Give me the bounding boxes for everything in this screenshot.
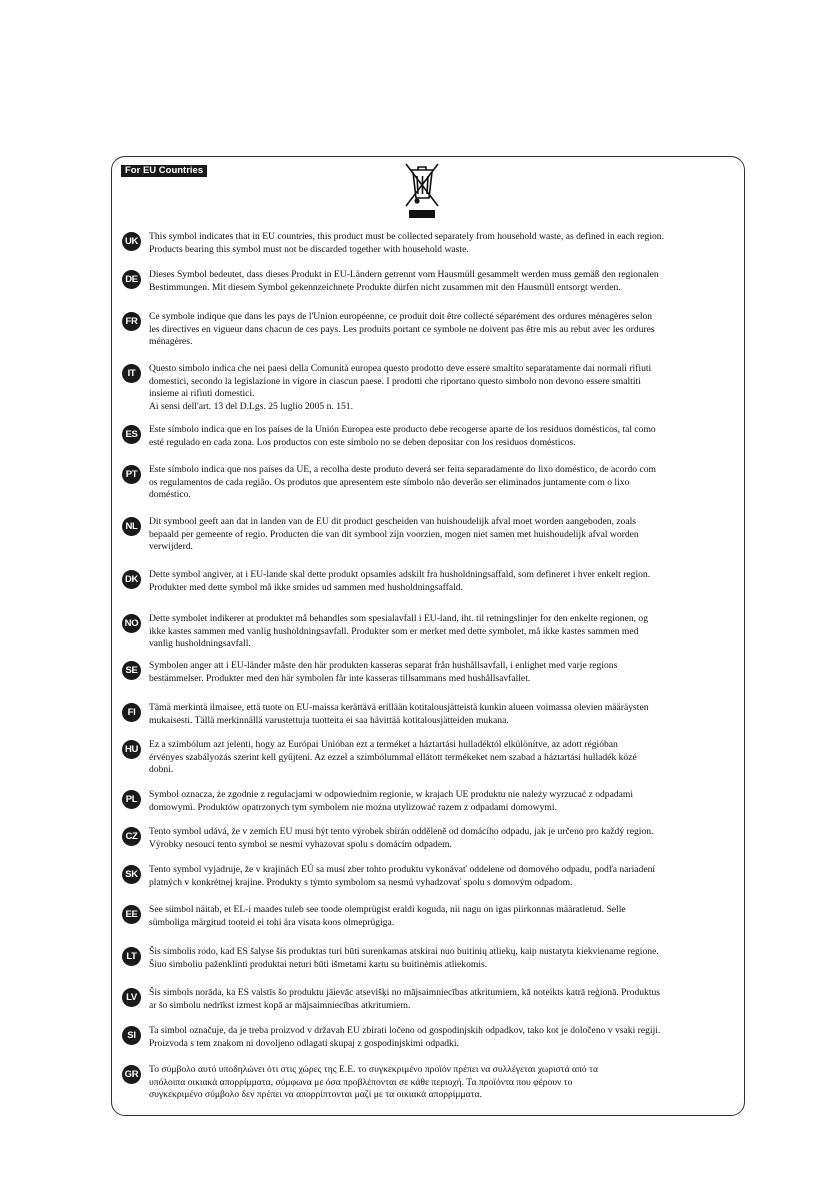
notice-text: Dieses Symbol bedeutet, dass dieses Produkt in EU-Ländern getrennt vom Hausmüll gesammelt werden muss gemäß den regionalen Bestimmungen. Mit diesem Symbol gekennzeichnete Produkte dürfen nicht zusammen mit den Hausmüll entsorgt werden. — [149, 269, 659, 293]
country-code-badge: FI — [122, 703, 141, 722]
notice-text: Dette symbolet indikerer at produktet må behandles som spesialavfall i EU-land, iht. til retningslinjer for den enkelte regionen, og ikke kastes sammen med vanlig husholdningsavfall. Produkter som er merket med dette symbolet, må ikke kastes sammen med vanlig husholdningsavfall. — [149, 613, 649, 650]
notice-text: Tento symbol vyjadruje, že v krajinách EÚ sa musí zber tohto produktu vykonávať oddelene od domového odpadu, podľa nariadení platných v konkrétnej krajine. Produkty s týmto symbolom sa nesmú vyhadzovať spolu s domovým odpadom. — [149, 864, 656, 888]
eu-countries-badge: For EU Countries — [121, 165, 207, 177]
notice-text: Questo simbolo indica che nei paesi della Comunità europea questo prodotto deve essere smaltito separatamente dai normali rifiuti domestici, secondo la legislazione in vigore in ciascun paese. I prodotti che riportano questo simbolo non devono essere smaltiti insieme ai rifiuti domestici. Ai sensi dell'art. 13 del D.Lgs. 25 luglio 2005 n. 151. — [149, 363, 652, 412]
notice-text: Dette symbol angiver, at i EU-lande skal dette produkt opsamles adskilt fra husholdningsaffald, som defineret i hver enkelt region. Produkter med dette symbol må ikke smides ud sammen med husholdningsaffald. — [149, 569, 651, 593]
crossed-out-bin-icon — [404, 162, 440, 220]
country-code-badge: IT — [122, 364, 141, 383]
notice-text: Este símbolo indica que nos países da UE, a recolha deste produto deverá ser feita separadamente do lixo doméstico, de acordo com os regulamentos de cada região. Os produtos que apresentem este símbolo não deverão ser eliminados juntamente com o lixo doméstico. — [149, 464, 656, 501]
country-code-badge: NO — [122, 614, 141, 633]
country-code-badge: HU — [122, 740, 141, 759]
notice-text: Symbol oznacza, że zgodnie z regulacjami w odpowiednim regionie, w krajach UE produktu nie należy wyrzucać z odpadami domowymi. Produktów opatrzonych tym symbolem nie można utylizować razem z odpadami domowymi. — [149, 789, 634, 813]
country-code-badge: SE — [122, 661, 141, 680]
notice-text: Tento symbol udává, že v zemích EU musí být tento výrobek sbírán odděleně od domácího odpadu, jak je určeno pro každý region. Výrobky nesoucí tento symbol se nesmí vyhazovat spolu s domácím odpadem. — [149, 826, 654, 850]
country-code-badge: UK — [122, 232, 141, 251]
country-code-badge: PT — [122, 465, 141, 484]
country-code-badge: LT — [122, 947, 141, 966]
country-code-badge: CZ — [122, 827, 141, 846]
country-code-badge: PL — [122, 790, 141, 809]
country-code-badge: LV — [122, 988, 141, 1007]
notice-text: See sümbol näitab, et EL-i maades tuleb see toode olemprügist eraldi koguda, nii nagu on igas piirkonnas määratletud. Selle sümboliga märgitud tooteid ei tohi ära visata koos olmeprügiga. — [149, 904, 626, 928]
notice-text: Symbolen anger att i EU-länder måste den här produkten kasseras separat från hushållsavfall, i enlighet med varje regions bestämmelser. Produkter med den här symbolen får inte kasseras tillsammans med hushållsavfallet. — [149, 660, 618, 684]
country-code-badge: SK — [122, 865, 141, 884]
notice-text: Este símbolo indica que en los países de la Unión Europea este producto debe recogerse aparte de los residuos domésticos, tal como esté regulado en cada zona. Los productos con este símbolo no se deben depositar con los residuos domésticos. — [149, 424, 656, 448]
notice-text: Tämä merkintä ilmaisee, että tuote on EU-maissa kerättävä erillään kotitalousjätteistä kunkin alueen voimassa olevien määräysten mukaisesti. Tällä merkinnällä varustettuja tuotteita ei saa hävittää kotitalousjätteiden mukana. — [149, 702, 649, 726]
notice-text: Ce symbole indique que dans les pays de l'Union européenne, ce produit doit être collecté séparément des ordures ménagères selon les directives en vigueur dans chacun de ces pays. Les produits portant ce symbole ne doivent pas être mis au rebut avec les ordures ménagères. — [149, 311, 655, 348]
notice-text: Το σύμβολο αυτό υποδηλώνει ότι στις χώρες της Ε.Ε. το συγκεκριμένο προϊόν πρέπει να συλλέγεται χωριστά από τα υπόλοιπα οικιακά απορρίμματα, σύμφωνα με όσα προβλέπονται σε κάθε περιοχή. Τα προϊόντα που φέρουν το συγκεκριμένο σύμβολο δεν πρέπει να απορρίπτονται μαζί με τα οικιακά απορρίμματα. — [149, 1064, 598, 1101]
country-code-badge: SI — [122, 1026, 141, 1045]
notice-text: Ta simbol označuje, da je treba proizvod v državah EU zbirati ločeno od gospodinjskih odpadkov, tako kot je določeno v vsaki regiji. Proizvoda s tem znakom ni dovoljeno odlagati skupaj z gospodinjskimi odpadki. — [149, 1025, 661, 1049]
notice-text: Šis simbols norāda, ka ES valstīs šo produktu jāievāc atsevišķi no mājsaimniecības atkritumiem, kā noteikts katrā reģionā. Produktus ar šo simbolu nedrīkst izmest kopā ar mājsaimniecības atkritumiem. — [149, 987, 661, 1011]
country-code-badge: NL — [122, 517, 141, 536]
country-code-badge: GR — [122, 1065, 141, 1084]
country-code-badge: DE — [122, 270, 141, 289]
country-code-badge: DK — [122, 570, 141, 589]
country-code-badge: ES — [122, 425, 141, 444]
notice-text: Ez a szimbólum azt jelenti, hogy az Európai Unióban ezt a terméket a háztartási hulladéktól elkülönítve, az adott régióban érvényes szabályozás szerint kell gyűjteni. Az ezzel a szimbólummal ellátott termékeket nem szabad a háztartási hulladék közé dobni. — [149, 739, 637, 776]
notice-text: Dit symbool geeft aan dat in landen van de EU dit product gescheiden van huishoudelijk afval moet worden aangeboden, zoals bepaald per gemeente of regio. Producten die van dit symbool zijn voorzien, mogen niet samen met huishoudelijk afval worden verwijderd. — [149, 516, 639, 553]
country-code-badge: FR — [122, 312, 141, 331]
notice-text: Šis simbolis rodo, kad ES šalyse šis produktas turi būti surenkamas atskirai nuo buitinių atliekų, kaip nustatyta kiekviename regione. Šiuo simboliu paženklinti produktai neturi būti išmetami kartu su buitinėmis atliekomis. — [149, 946, 659, 970]
country-code-badge: EE — [122, 905, 141, 924]
notice-text: This symbol indicates that in EU countries, this product must be collected separately from household waste, as defined in each region. Products bearing this symbol must not be discarded together with household waste. — [149, 231, 664, 255]
